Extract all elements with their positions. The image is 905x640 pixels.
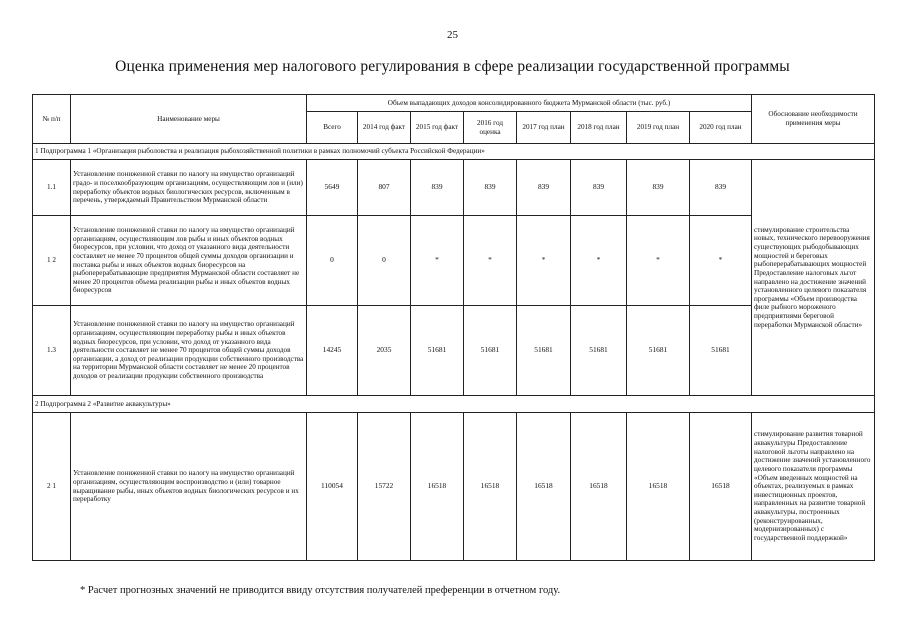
measure-text: Установление пониженной ставки по налогу на имущество организаций организациям, осуществляющим переработку рыбы и иных объектов водных биоресурсов, при условии, что доход от указанного вида деятельности составляет не менее 70 процентов общей суммы доходов организации, а доход от реализации продукции собственного производства на территории Мурманской области составляет не менее 20 процентов доходов от реализации продукции собственного производства xyxy=(71,306,307,396)
value-2019: 16518 xyxy=(627,413,690,561)
header-measure-name: Наименование меры xyxy=(71,95,307,144)
value-2018: 16518 xyxy=(571,413,627,561)
measure-text: Установление пониженной ставки по налогу на имущество организаций градо- и поселкообразующим организациям, осуществляющим лов и (или) переработку объектов водных биологических ресурсов, включенным в перечень, утверждаемый Правительством Мурманской области xyxy=(71,160,307,216)
page-number: 25 xyxy=(447,29,458,41)
subprogram-1-title: 1 Подпрограмма 1 «Организация рыболовства и реализация рыбохозяйственной политики в рамках полномочий субъекта Российской Федерации» xyxy=(33,144,875,160)
measure-text: Установление пониженной ставки по налогу на имущество организаций организациям, осуществляющим воспроизводство и (или) товарное выращивание рыбы, иных объектов водных биологических ресурсов и их переработку xyxy=(71,413,307,561)
tax-measures-table xyxy=(32,94,875,561)
table-row xyxy=(33,306,875,396)
value-2020: 16518 xyxy=(690,413,752,561)
header-year-2019: 2019 год план xyxy=(627,112,690,144)
table-row xyxy=(33,216,875,306)
value-2014: 2035 xyxy=(358,306,411,396)
justification-text: стимулирование развития товарной аквакультуры Предоставление налоговой льготы направлено на достижение значений установленного целевого показателя программы «Объем введенных мощностей на объектах, реализуемых в рамках инвестиционных проектов, направленных на развитие товарной аквакультуры, построенных (реконструированных, модернизированных) с государственной поддержкой» xyxy=(752,413,875,561)
row-num: 1.3 xyxy=(33,306,71,396)
value-total: 0 xyxy=(307,216,358,306)
document-title: Оценка применения мер налогового регулирования в сфере реализации государственной программы xyxy=(115,58,790,75)
header-revenue-group: Объем выпадающих доходов консолидированного бюджета Мурманской области (тыс. руб.) xyxy=(307,95,752,112)
value-2018: 839 xyxy=(571,160,627,216)
value-2017: 16518 xyxy=(517,413,571,561)
value-2014: 0 xyxy=(358,216,411,306)
value-2015: 839 xyxy=(411,160,464,216)
header-year-2017: 2017 год план xyxy=(517,112,571,144)
value-2019: * xyxy=(627,216,690,306)
value-2018: 51681 xyxy=(571,306,627,396)
value-2016: 51681 xyxy=(464,306,517,396)
footnote: * Расчет прогнозных значений не приводится ввиду отсутствия получателей преференции в отчетном году. xyxy=(80,585,561,596)
subprogram-2-title: 2 Подпрограмма 2 «Развитие аквакультуры» xyxy=(33,396,875,413)
header-year-2020: 2020 год план xyxy=(690,112,752,144)
value-2020: * xyxy=(690,216,752,306)
value-2016: 16518 xyxy=(464,413,517,561)
header-num: № п/п xyxy=(33,95,71,144)
value-2017: 51681 xyxy=(517,306,571,396)
value-total: 14245 xyxy=(307,306,358,396)
value-2016: 839 xyxy=(464,160,517,216)
value-2020: 51681 xyxy=(690,306,752,396)
header-justification: Обоснование необходимости применения меры xyxy=(752,95,875,144)
value-2014: 807 xyxy=(358,160,411,216)
value-2015: * xyxy=(411,216,464,306)
header-year-2015: 2015 год факт xyxy=(411,112,464,144)
value-2014: 15722 xyxy=(358,413,411,561)
header-year-total: Всего xyxy=(307,112,358,144)
value-2017: * xyxy=(517,216,571,306)
header-year-2018: 2018 год план xyxy=(571,112,627,144)
row-num: 2 1 xyxy=(33,413,71,561)
value-total: 5649 xyxy=(307,160,358,216)
value-2015: 51681 xyxy=(411,306,464,396)
value-2017: 839 xyxy=(517,160,571,216)
justification-text: стимулирование строительства новых, технического перевооружения существующих рыбодобывающих мощностей и береговых рыбоперерабатывающих мощностей Предоставление налоговых льгот направлено на достижение значений установленного целевого показателя программы «Объем производства филе рыбного мороженого предприятиями береговой переработки Мурманской области» xyxy=(752,160,875,396)
value-total: 110054 xyxy=(307,413,358,561)
value-2015: 16518 xyxy=(411,413,464,561)
row-num: 1.1 xyxy=(33,160,71,216)
value-2019: 839 xyxy=(627,160,690,216)
header-year-2014: 2014 год факт xyxy=(358,112,411,144)
value-2016: * xyxy=(464,216,517,306)
row-num: 1 2 xyxy=(33,216,71,306)
value-2019: 51681 xyxy=(627,306,690,396)
value-2018: * xyxy=(571,216,627,306)
value-2020: 839 xyxy=(690,160,752,216)
table-row xyxy=(33,413,875,561)
table-row xyxy=(33,160,875,216)
header-year-2016: 2016 год оценка xyxy=(464,112,517,144)
measure-text: Установление пониженной ставки по налогу на имущество организаций организациям, осуществляющим лов рыбы и иных объектов водных биоресурсов, при условии, что доход от указанного вида деятельности составляет не менее 70 процентов общей суммы доходов организации и поставка рыбы и иных объектов водных биоресурсов на рыбоперерабатывающие предприятия Мурманской области составляет не менее 20 процентов объема реализации рыбы и иных объектов водных биоресурсов xyxy=(71,216,307,306)
